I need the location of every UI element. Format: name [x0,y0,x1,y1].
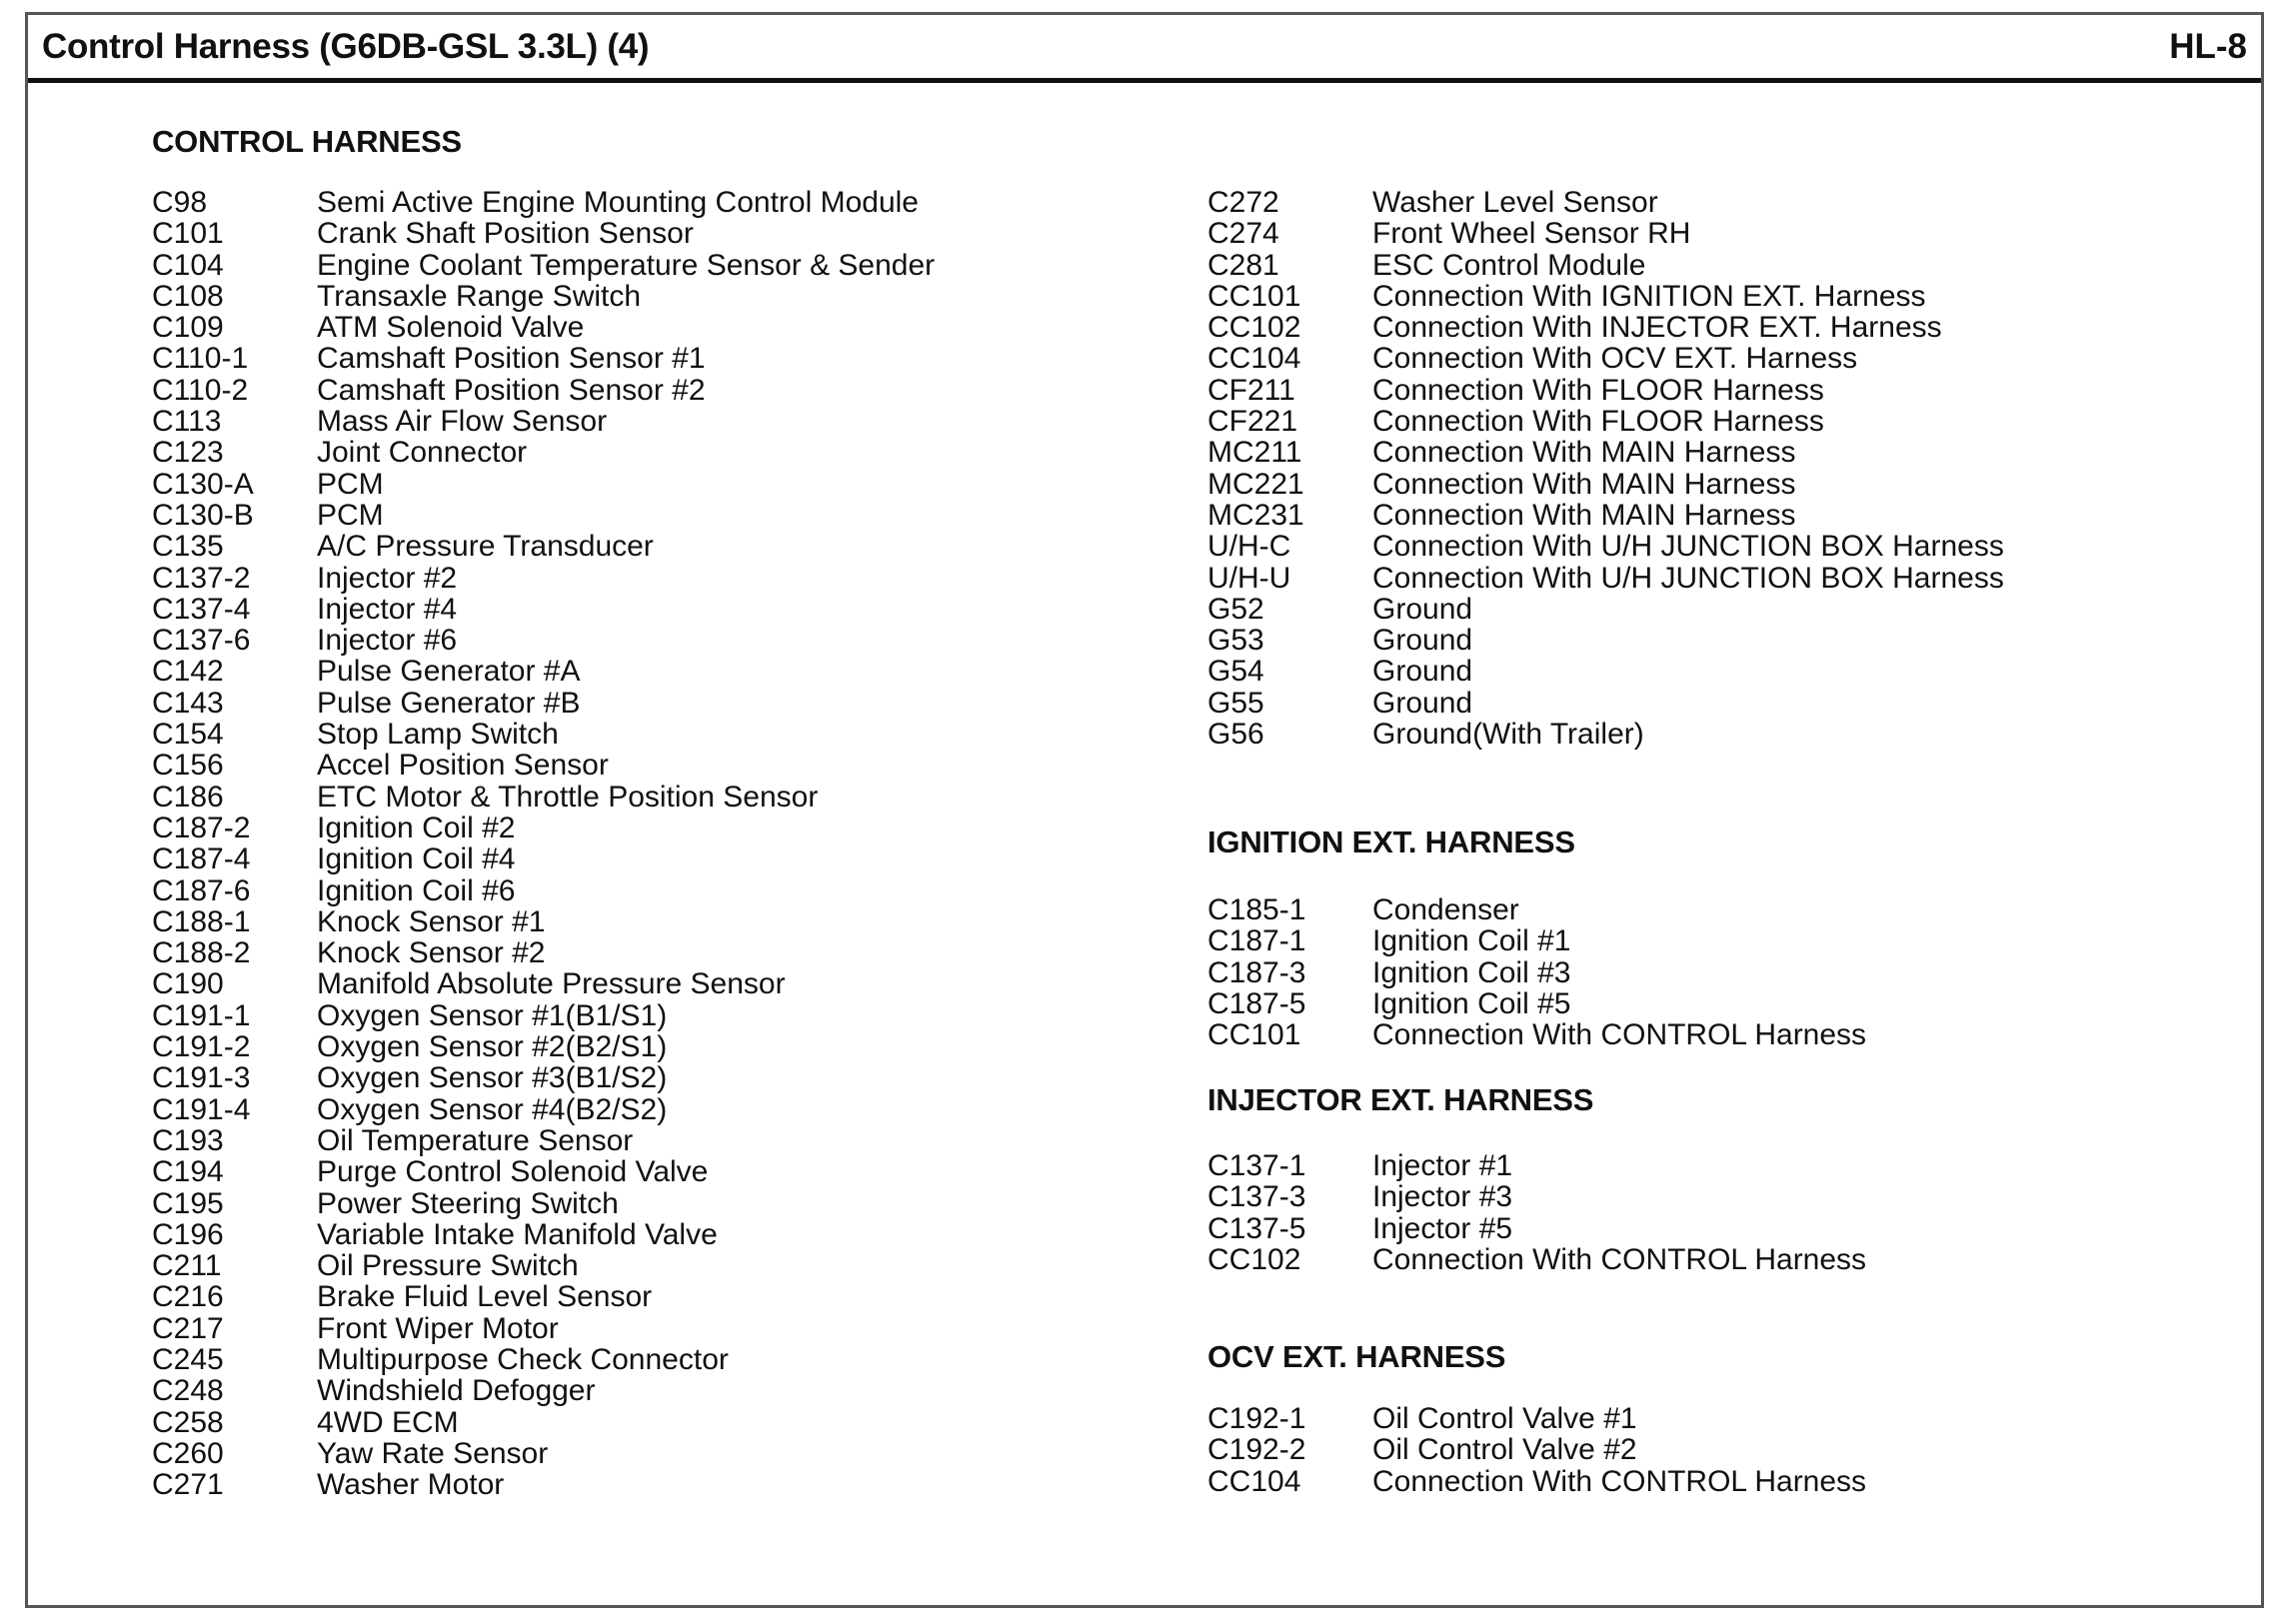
connector-code: C191-2 [152,1030,251,1064]
connector-description: Connection With CONTROL Harness [1372,1018,1867,1052]
connector-code: C191-1 [152,998,251,1032]
connector-row [152,1125,1052,1156]
connector-description: Pulse Generator #A [317,655,581,689]
connector-code: C137-4 [152,592,251,626]
connector-code: C271 [152,1468,224,1502]
connector-row [1207,957,2107,988]
connector-description: Washer Motor [317,1468,505,1502]
connector-description: Injector #4 [317,592,458,626]
connector-code: CC102 [1207,1242,1301,1276]
connector-code: C137-5 [1207,1211,1306,1245]
connector-description: Oxygen Sensor #2(B2/S1) [317,1030,668,1064]
connector-row [1207,1181,2107,1212]
connector-row [1207,531,2107,562]
connector-code: C195 [152,1186,224,1220]
control-harness-list-col2 [1207,187,2107,750]
connector-description: Connection With MAIN Harness [1372,467,1796,501]
control-harness-title: CONTROL HARNESS [152,124,462,159]
connector-row [152,1000,1052,1031]
connector-description: Connection With FLOOR Harness [1372,405,1824,439]
connector-row [152,312,1052,343]
connector-code: C137-6 [152,624,251,658]
connector-code: C194 [152,1155,224,1189]
connector-code: C135 [152,530,224,564]
connector-description: Joint Connector [317,436,528,470]
connector-code: MC211 [1207,436,1302,470]
connector-description: Ground [1372,686,1473,720]
connector-code: C191-4 [152,1092,251,1126]
connector-code: C191-3 [152,1061,251,1095]
connector-description: Connection With INJECTOR EXT. Harness [1372,311,1942,345]
ocv-ext-harness-list [1207,1403,2107,1497]
connector-description: Mass Air Flow Sensor [317,405,608,439]
connector-row [152,218,1052,249]
connector-description: Ignition Coil #4 [317,842,516,876]
connector-row [152,937,1052,968]
connector-row [1207,1150,2107,1181]
connector-description: Connection With FLOOR Harness [1372,373,1824,407]
connector-row [152,1469,1052,1500]
connector-code: C137-2 [152,561,251,595]
page-number: HL-8 [2169,27,2247,66]
connector-code: C196 [152,1217,224,1251]
connector-description: Oxygen Sensor #4(B2/S2) [317,1092,668,1126]
connector-code: CF211 [1207,373,1295,407]
connector-row [1207,925,2107,956]
connector-row [152,625,1052,656]
connector-description: Connection With CONTROL Harness [1372,1242,1867,1276]
connector-row [152,343,1052,374]
connector-code: G56 [1207,718,1264,752]
connector-code: U/H-U [1207,561,1291,595]
connector-row [152,750,1052,781]
connector-code: C187-3 [1207,955,1306,989]
connector-description: Semi Active Engine Mounting Control Module [317,186,919,219]
connector-code: C216 [152,1280,224,1314]
connector-code: C154 [152,718,224,752]
connector-code: C192-2 [1207,1433,1306,1467]
connector-code: C130-B [152,498,254,532]
connector-row [152,812,1052,843]
connector-description: Oxygen Sensor #1(B1/S1) [317,998,668,1032]
connector-description: A/C Pressure Transducer [317,530,654,564]
connector-description: Pulse Generator #B [317,686,581,720]
connector-description: Camshaft Position Sensor #1 [317,342,706,376]
connector-row [1207,1244,2107,1275]
connector-description: Ground [1372,624,1473,658]
connector-row [152,875,1052,906]
connector-description: Injector #1 [1372,1149,1513,1182]
connector-row [1207,469,2107,500]
connector-description: Variable Intake Manifold Valve [317,1217,718,1251]
control-harness-list-col1 [152,187,1052,1500]
connector-row [1207,656,2107,687]
connector-row [1207,894,2107,925]
connector-row [152,1219,1052,1250]
connector-description: ATM Solenoid Valve [317,311,585,345]
connector-code: C186 [152,780,224,813]
connector-row [152,1250,1052,1281]
connector-code: C142 [152,655,224,689]
page-title: Control Harness (G6DB-GSL 3.3L) (4) [42,27,650,66]
connector-row [1207,250,2107,281]
connector-description: Injector #6 [317,624,458,658]
connector-description: Washer Level Sensor [1372,186,1658,219]
injector-ext-harness-title: INJECTOR EXT. HARNESS [1207,1082,1594,1117]
connector-code: C98 [152,186,208,219]
connector-row [152,469,1052,500]
connector-row [152,906,1052,937]
connector-row [152,1094,1052,1125]
connector-row [1207,406,2107,437]
connector-row [152,1188,1052,1219]
ignition-ext-harness-list [1207,894,2107,1050]
connector-code: CC104 [1207,342,1301,376]
connector-row [1207,1466,2107,1497]
connector-row [1207,1403,2107,1434]
connector-row [1207,988,2107,1019]
connector-description: Oil Control Valve #1 [1372,1402,1637,1435]
connector-description: PCM [317,498,384,532]
connector-code: C187-1 [1207,924,1306,958]
connector-description: Injector #3 [1372,1180,1513,1214]
connector-description: Oil Control Valve #2 [1372,1433,1637,1467]
connector-row [152,1344,1052,1375]
connector-code: C187-4 [152,842,251,876]
connector-row [152,1031,1052,1062]
connector-row [152,250,1052,281]
connector-description: Ignition Coil #3 [1372,955,1571,989]
connector-code: CC101 [1207,279,1301,313]
connector-row [152,500,1052,531]
connector-code: C190 [152,967,224,1001]
connector-row [1207,187,2107,218]
injector-ext-harness-list [1207,1150,2107,1275]
connector-description: Power Steering Switch [317,1186,619,1220]
connector-code: C193 [152,1123,224,1157]
ignition-ext-harness-title: IGNITION EXT. HARNESS [1207,824,1575,859]
connector-row [1207,594,2107,625]
connector-row [152,531,1052,562]
connector-row [1207,688,2107,719]
connector-code: C258 [152,1405,224,1439]
connector-code: CC104 [1207,1464,1301,1498]
connector-description: Brake Fluid Level Sensor [317,1280,653,1314]
connector-description: 4WD ECM [317,1405,459,1439]
connector-code: C137-1 [1207,1149,1306,1182]
connector-description: Connection With U/H JUNCTION BOX Harness [1372,530,2004,564]
connector-row [152,1313,1052,1344]
connector-description: Crank Shaft Position Sensor [317,217,694,251]
connector-code: C217 [152,1311,224,1345]
connector-row [152,281,1052,312]
connector-description: Connection With MAIN Harness [1372,436,1796,470]
connector-row [152,968,1052,999]
connector-row [1207,1213,2107,1244]
connector-code: C156 [152,749,224,783]
connector-code: C104 [152,248,224,282]
connector-code: C281 [1207,248,1279,282]
connector-code: C185-1 [1207,893,1306,926]
connector-row [152,719,1052,750]
connector-description: Yaw Rate Sensor [317,1436,549,1470]
connector-code: C101 [152,217,224,251]
connector-code: C188-2 [152,936,251,970]
connector-description: Ground [1372,592,1473,626]
page-header [28,15,2261,83]
connector-code: CC101 [1207,1018,1301,1052]
connector-code: U/H-C [1207,530,1291,564]
connector-description: Connection With OCV EXT. Harness [1372,342,1858,376]
connector-code: C113 [152,405,222,439]
connector-row [152,782,1052,812]
connector-description: Ignition Coil #5 [1372,986,1571,1020]
connector-code: MC231 [1207,498,1304,532]
connector-description: Knock Sensor #1 [317,904,546,938]
connector-description: Oil Pressure Switch [317,1249,579,1283]
connector-description: Engine Coolant Temperature Sensor & Sender [317,248,936,282]
connector-row [1207,500,2107,531]
connector-code: C272 [1207,186,1279,219]
connector-code: C188-1 [152,904,251,938]
connector-code: C137-3 [1207,1180,1306,1214]
connector-description: Ignition Coil #2 [317,811,516,844]
connector-row [152,563,1052,594]
connector-description: Transaxle Range Switch [317,279,642,313]
connector-description: Condenser [1372,893,1519,926]
connector-row [1207,719,2107,750]
connector-description: ETC Motor & Throttle Position Sensor [317,780,819,813]
connector-code: C248 [152,1374,224,1408]
connector-row [152,437,1052,468]
connector-code: C187-6 [152,873,251,907]
connector-row [152,656,1052,687]
connector-description: Purge Control Solenoid Valve [317,1155,709,1189]
connector-code: CF221 [1207,405,1298,439]
connector-row [1207,218,2107,249]
connector-code: MC221 [1207,467,1304,501]
connector-code: C110-2 [152,373,249,407]
connector-description: Camshaft Position Sensor #2 [317,373,706,407]
connector-row [1207,563,2107,594]
connector-code: C109 [152,311,224,345]
connector-description: Oil Temperature Sensor [317,1123,634,1157]
connector-row [1207,1434,2107,1465]
connector-description: Connection With CONTROL Harness [1372,1464,1867,1498]
connector-row [152,375,1052,406]
connector-description: Connection With U/H JUNCTION BOX Harness [1372,561,2004,595]
connector-code: C245 [152,1342,224,1376]
connector-description: Ignition Coil #1 [1372,924,1571,958]
connector-description: Stop Lamp Switch [317,718,559,752]
connector-description: Connection With IGNITION EXT. Harness [1372,279,1926,313]
connector-row [152,1281,1052,1312]
connector-row [152,187,1052,218]
ocv-ext-harness-title: OCV EXT. HARNESS [1207,1339,1506,1374]
connector-row [1207,281,2107,312]
connector-code: C130-A [152,467,254,501]
connector-code: C123 [152,436,224,470]
connector-description: Front Wiper Motor [317,1311,559,1345]
connector-code: G55 [1207,686,1264,720]
connector-description: Accel Position Sensor [317,749,609,783]
connector-code: C143 [152,686,224,720]
connector-description: Windshield Defogger [317,1374,596,1408]
connector-description: Oxygen Sensor #3(B1/S2) [317,1061,668,1095]
connector-row [152,406,1052,437]
connector-row [1207,625,2107,656]
connector-row [152,688,1052,719]
connector-row [152,1156,1052,1187]
connector-description: PCM [317,467,384,501]
connector-code: G52 [1207,592,1264,626]
connector-code: C260 [152,1436,224,1470]
connector-row [152,1438,1052,1469]
connector-row [152,843,1052,874]
connector-code: C108 [152,279,224,313]
connector-row [1207,343,2107,374]
connector-description: Front Wheel Sensor RH [1372,217,1691,251]
connector-code: CC102 [1207,311,1301,345]
connector-code: C187-2 [152,811,251,844]
connector-row [152,594,1052,625]
connector-row [152,1062,1052,1093]
connector-row [1207,437,2107,468]
connector-code: G54 [1207,655,1264,689]
connector-code: C274 [1207,217,1279,251]
connector-code: C192-1 [1207,1402,1306,1435]
connector-row [1207,312,2107,343]
connector-row [152,1407,1052,1438]
connector-description: Ignition Coil #6 [317,873,516,907]
connector-code: C110-1 [152,342,249,376]
connector-description: Connection With MAIN Harness [1372,498,1796,532]
connector-description: Ground [1372,655,1473,689]
connector-code: C211 [152,1249,222,1283]
connector-code: G53 [1207,624,1264,658]
connector-description: Injector #2 [317,561,458,595]
connector-row [1207,1019,2107,1050]
connector-description: Knock Sensor #2 [317,936,546,970]
connector-description: Manifold Absolute Pressure Sensor [317,967,786,1001]
connector-code: C187-5 [1207,986,1306,1020]
connector-description: Multipurpose Check Connector [317,1342,729,1376]
connector-description: ESC Control Module [1372,248,1646,282]
connector-description: Injector #5 [1372,1211,1513,1245]
connector-row [152,1375,1052,1406]
connector-row [1207,375,2107,406]
connector-description: Ground(With Trailer) [1372,718,1644,752]
